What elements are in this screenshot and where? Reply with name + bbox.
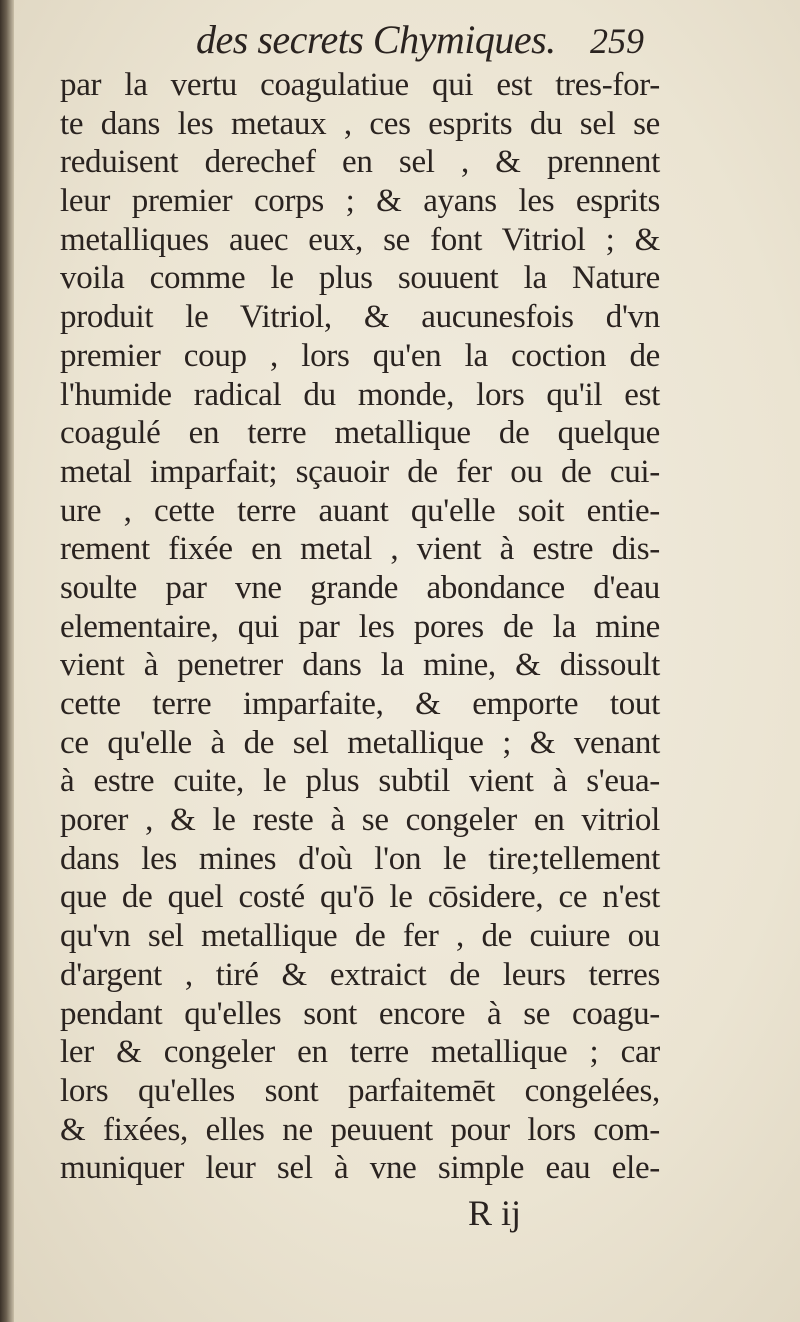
page-number: 259 (590, 21, 644, 61)
text-line: que de quel costé qu'ō le cōsidere, ce n'est (60, 879, 660, 916)
text-line: ler & congeler en terre metallique ; car (60, 1034, 660, 1071)
book-spine-shadow (0, 0, 14, 1322)
text-line: porer , & le reste à se congeler en vitriol (60, 802, 660, 839)
text-line: leur premier corps ; & ayans les esprits (60, 183, 660, 220)
text-line: metalliques auec eux, se font Vitriol ; & (60, 221, 660, 258)
text-line: coagulé en terre metallique de quelque (60, 415, 660, 452)
text-line: metal imparfait; sçauoir de fer ou de cui- (60, 453, 660, 490)
signature-mark: R ij (468, 1193, 522, 1233)
text-line: vient à penetrer dans la mine, & dissoult (60, 647, 660, 684)
text-line: te dans les metaux , ces esprits du sel se (60, 105, 660, 142)
text-line: produit le Vitriol, & aucunesfois d'vn (60, 299, 660, 336)
text-line: par la vertu coagulatiue qui est tres-for- (60, 67, 660, 103)
running-title: des secrets Chymiques. (196, 17, 556, 62)
text-line: d'argent , tiré & extraict de leurs terres (60, 956, 660, 993)
text-line: muniquer leur sel à vne simple eau ele- (60, 1150, 660, 1187)
text-line: elementaire, qui par les pores de la mine (60, 608, 660, 645)
text-line: ure , cette terre auant qu'elle soit entie- (60, 492, 660, 529)
text-line: lors qu'elles sont parfaitemēt congelées, (60, 1072, 660, 1109)
text-line: ce qu'elle à de sel metallique ; & venant (60, 724, 660, 761)
text-line: dans les mines d'où l'on le tire;tellement (60, 840, 660, 877)
text-line: voila comme le plus souuent la Nature (60, 260, 660, 297)
text-line: cette terre imparfaite, & emporte tout (60, 686, 660, 722)
text-line: & fixées, elles ne peuuent pour lors com- (60, 1111, 660, 1148)
text-line: rement fixée en metal , vient à estre dis- (60, 531, 660, 568)
text-line: reduisent derechef en sel , & prennent (60, 144, 660, 181)
text-line: qu'vn sel metallique de fer , de cuiure ou (60, 918, 660, 955)
text-line: premier coup , lors qu'en la coction de (60, 337, 660, 374)
page-header (0, 14, 800, 64)
text-line: soulte par vne grande abondance d'eau (60, 569, 660, 606)
text-line: pendant qu'elles sont encore à se coagu- (60, 995, 660, 1032)
text-line: l'humide radical du monde, lors qu'il est (60, 376, 660, 413)
body-text (60, 66, 660, 1188)
text-line: à estre cuite, le plus subtil vient à s'eua- (60, 763, 660, 800)
